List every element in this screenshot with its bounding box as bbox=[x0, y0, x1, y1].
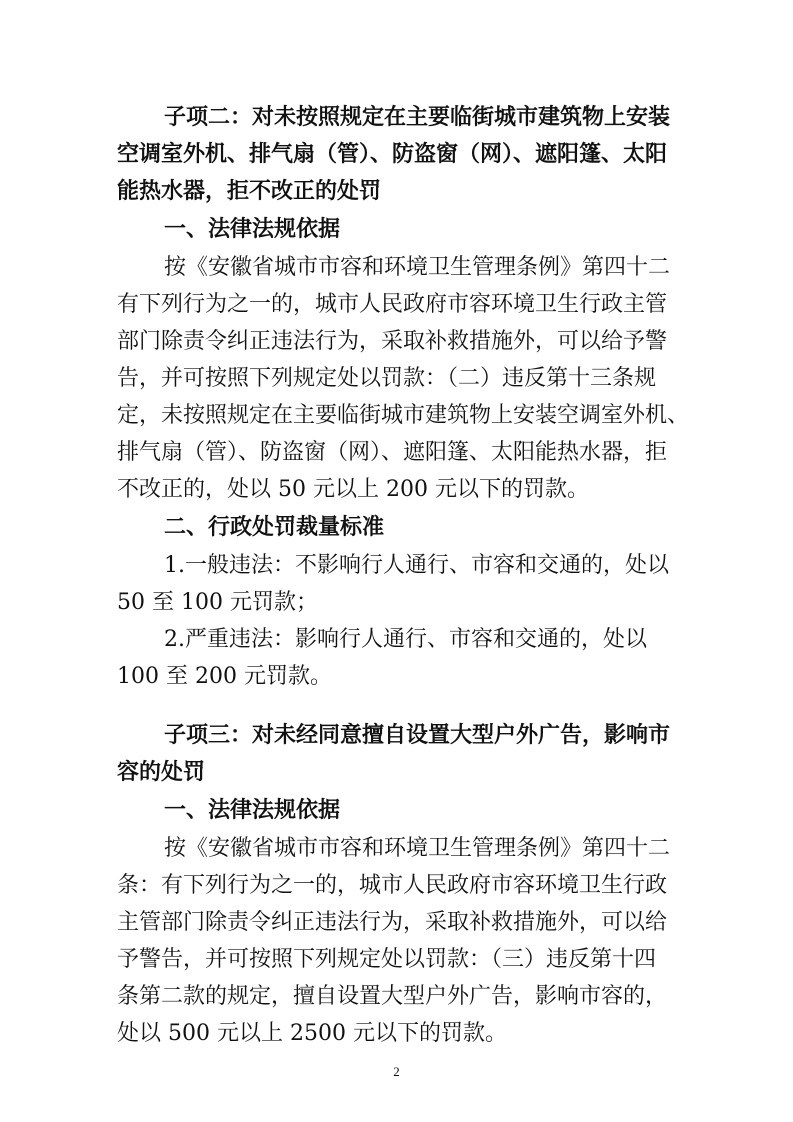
paragraph-line: 按《安徽省城市市容和环境卫生管理条例》第四十二 bbox=[164, 255, 671, 280]
paragraph-line: 100 至 200 元罚款。 bbox=[117, 664, 332, 689]
section-heading: 一、法律法规依据 bbox=[164, 798, 341, 823]
paragraph-line: 条：有下列行为之一的，城市人民政府市容环境卫生行政 bbox=[117, 873, 668, 898]
paragraph-line: 予警告，并可按照下列规定处以罚款：（三）违反第十四 bbox=[117, 947, 657, 972]
paragraph-line: 排气扇（管）、防盗窗（网）、遮阳篷、太阳能热水器，拒 bbox=[117, 440, 668, 465]
section-heading: 一、法律法规依据 bbox=[164, 217, 341, 242]
paragraph-line: 1.一般违法：不影响行人通行、市容和交通的，处以 bbox=[164, 553, 669, 578]
section-heading: 二、行政处罚裁量标准 bbox=[164, 515, 385, 540]
paragraph-line: 主管部门除责令纠正违法行为，采取补救措施外，可以给 bbox=[117, 910, 668, 935]
paragraph-line: 2.严重违法：影响行人通行、市容和交通的，处以 bbox=[164, 627, 647, 652]
paragraph-line: 有下列行为之一的，城市人民政府市容环境卫生行政主管 bbox=[117, 292, 668, 317]
paragraph-line: 条第二款的规定，擅自设置大型户外广告，影响市容的， bbox=[117, 984, 668, 1009]
paragraph-line: 定，未按照规定在主要临街城市建筑物上安装空调室外机、 bbox=[117, 403, 690, 428]
page-number: 2 bbox=[393, 1064, 400, 1079]
section-title-line: 空调室外机、排气扇（管）、防盗窗（网）、遮阳篷、太阳 bbox=[117, 142, 668, 167]
section-title-line: 子项二：对未按照规定在主要临街城市建筑物上安装 bbox=[164, 105, 671, 130]
section-title-line: 能热水器，拒不改正的处罚 bbox=[117, 179, 382, 204]
section-title-line: 容的处罚 bbox=[117, 760, 206, 785]
paragraph-line: 处以 500 元以上 2500 元以下的罚款。 bbox=[117, 1021, 507, 1046]
section-title-line: 子项三：对未经同意擅自设置大型户外广告，影响市 bbox=[164, 723, 671, 748]
paragraph-line: 50 至 100 元罚款； bbox=[117, 590, 318, 615]
paragraph-line: 按《安徽省城市市容和环境卫生管理条例》第四十二 bbox=[164, 836, 671, 861]
paragraph-line: 部门除责令纠正违法行为，采取补救措施外，可以给予警 bbox=[117, 329, 668, 354]
paragraph-line: 告，并可按照下列规定处以罚款：（二）违反第十三条规 bbox=[117, 366, 657, 391]
paragraph-line: 不改正的，处以 50 元以上 200 元以下的罚款。 bbox=[117, 477, 589, 502]
